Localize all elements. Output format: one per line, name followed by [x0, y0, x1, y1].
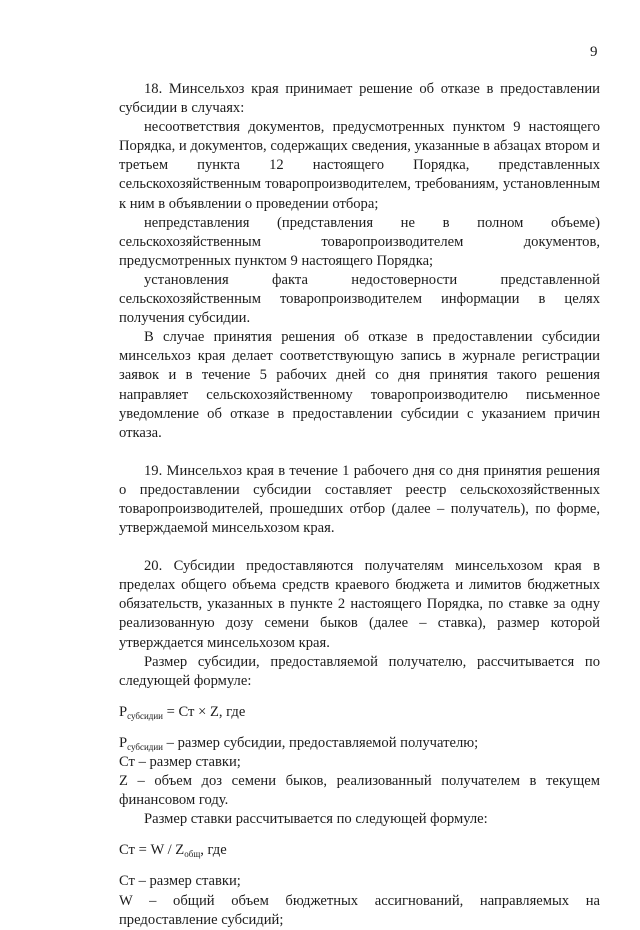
clause-18-case-2: непредставления (представления не в полном объеме) сельскохозяйственным товаропроизводителем документов, предусмотренных пунктом 9 настоящего Порядка; — [119, 214, 600, 269]
clause-18-case-3: установления факта недостоверности представленной сельскохозяйственным товаропроизводителем информации в целях получения субсидии. — [119, 271, 600, 327]
def-rate: Ст – размер ставки; — [119, 754, 241, 770]
clause-19: 19. Минсельхоз края в течение 1 рабочего дня со дня принятия решения о предоставлении субсидии составляет реестр сельскохозяйственных товаропроизводителей, прошедших отбор (далее – получатель), по форме, утверждаемой минсельхозом края. — [119, 462, 600, 537]
rate-formula: Ст = W / $Z_{общ}$, где — [119, 842, 227, 860]
def-doses: Z – объем доз семени быков, реализованный получателем в текущем финансовом году. — [119, 773, 600, 809]
def-rate-2: Ст – размер ставки; — [119, 873, 241, 890]
clause-20: 20. Субсидии предоставляются получателям минсельхозом края в пределах общего объема средств краевого бюджета и лимитов бюджетных обязательств, указанных в пункте 2 настоящего Порядка, по ставке за одну реализованную дозу семени быков (далее – ставка), размер которой утверждается минсельхозом края. — [119, 558, 600, 651]
def-subsidy: $Р_{субсидии}$ – размер субсидии, предоставляемой получателю; — [119, 734, 479, 752]
rate-calc-intro: Размер ставки рассчитывается по следующей формуле: — [144, 811, 488, 828]
subsidy-calc-intro: Размер субсидии, предоставляемой получателю, рассчитывается по следующей формуле: — [119, 653, 600, 689]
def-budget: W – общий объем бюджетных ассигнований, направляемых на предоставление субсидий; — [119, 892, 600, 928]
clause-18-intro: 18. Минсельхоз края принимает решение об отказе в предоставлении субсидии в случаях: — [119, 81, 600, 117]
document-body — [119, 80, 600, 930]
clause-18-refusal: В случае принятия решения об отказе в предоставлении субсидии минсельхоз края делает соответствующую запись в журнале регистрации заявок и в течение 5 рабочих дней со дня принятия такого решения направляет сельскохозяйственному товаропроизводителю письменное уведомление об отказе в предоставлении субсидии с указанием причин отказа. — [119, 329, 600, 441]
page-number: 9 — [590, 44, 598, 60]
clause-18-case-1: несоответствия документов, предусмотренных пунктом 9 настоящего Порядка, и документов, содержащих сведения, указанные в абзацах втором и третьем пункта 12 настоящего Порядка, представленных сельскохозяйственным товаропроизводителем, требованиям, установленным к ним в объявлении о проведении отбора; — [119, 119, 600, 212]
subsidy-formula: $Р_{субсидии}$ = Ст × Z, где — [119, 703, 246, 721]
